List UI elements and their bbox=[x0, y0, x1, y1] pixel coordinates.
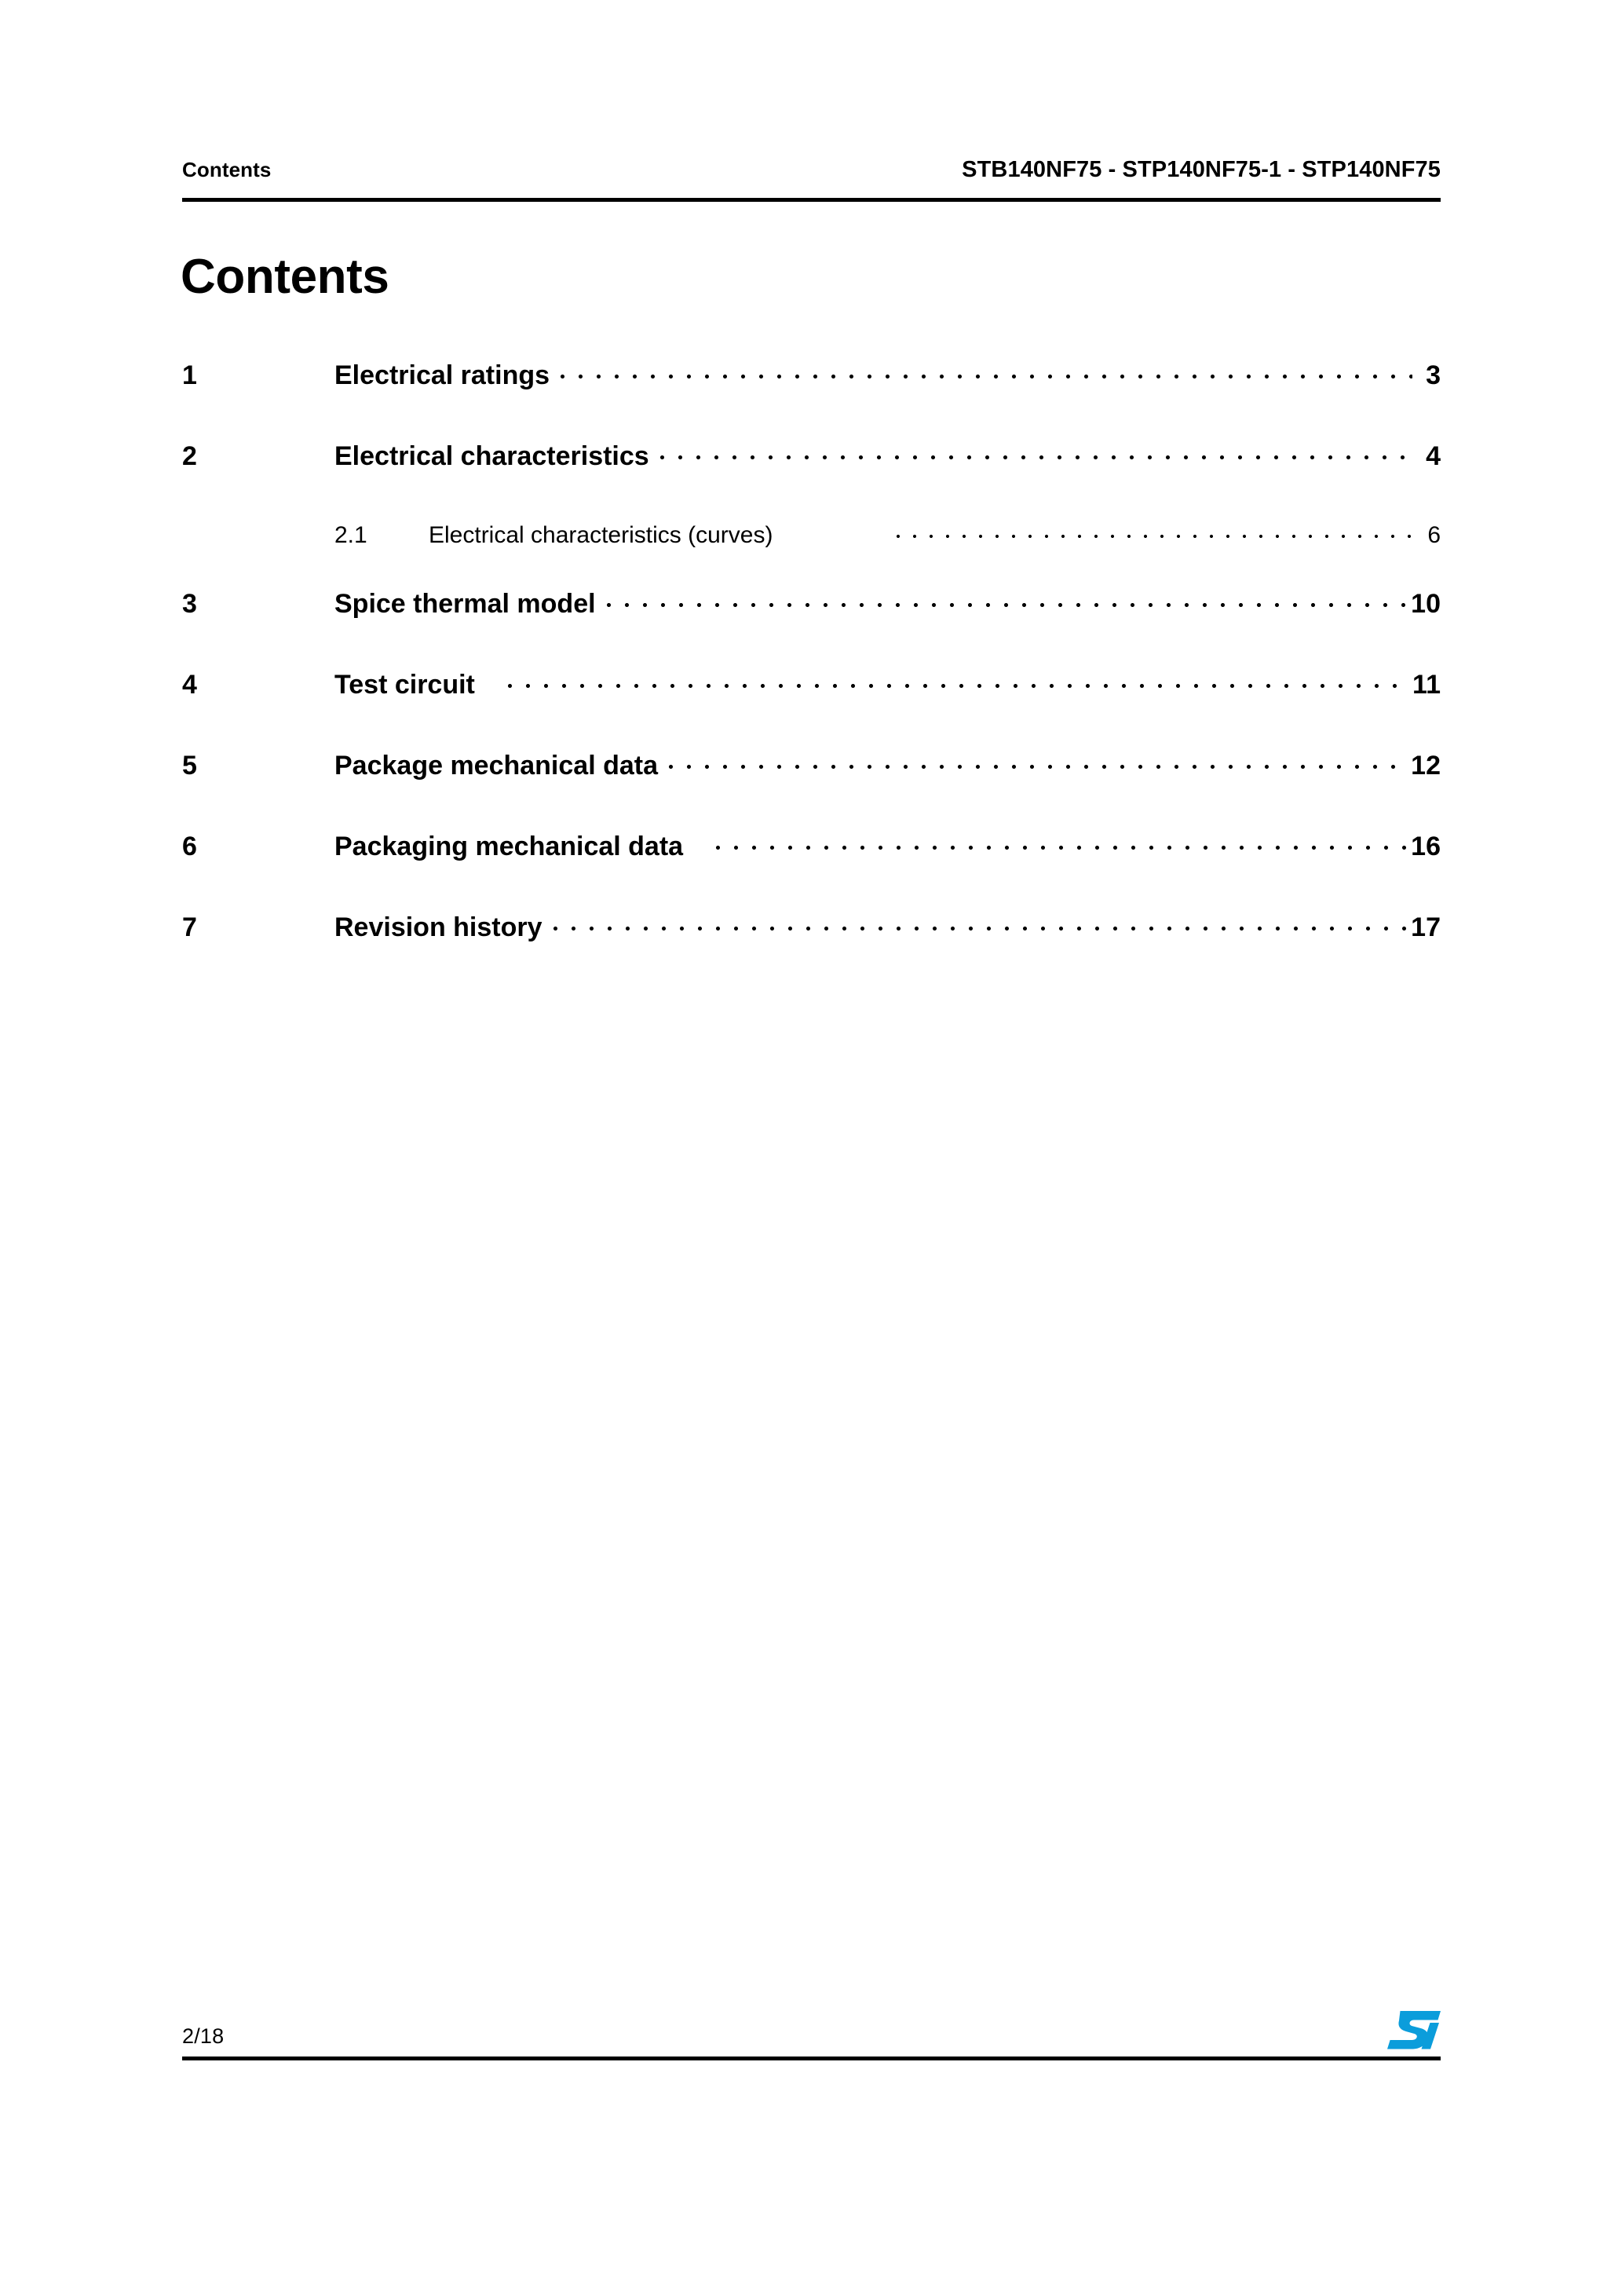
st-logo bbox=[1386, 2009, 1442, 2057]
toc-dot-leader bbox=[607, 586, 1407, 612]
toc-entry-title: Electrical characteristics (curves) bbox=[429, 522, 773, 548]
toc-entry-number: 7 bbox=[182, 912, 197, 942]
toc-entry[interactable] bbox=[182, 357, 1441, 438]
toc-entry[interactable] bbox=[182, 438, 1441, 519]
toc-entry[interactable] bbox=[182, 519, 1441, 586]
toc-entry-title: Test circuit bbox=[334, 670, 475, 700]
toc-entry-number: 4 bbox=[182, 670, 197, 700]
running-header-section-label: Contents bbox=[182, 158, 272, 181]
running-header bbox=[182, 157, 1441, 183]
toc-entry[interactable] bbox=[182, 828, 1441, 909]
toc-dot-leader bbox=[660, 438, 1412, 465]
footer-page-number: 2/18 bbox=[182, 2024, 225, 2048]
toc-entry-number: 5 bbox=[182, 751, 197, 781]
toc-entry-number: 3 bbox=[182, 589, 197, 619]
toc-entry-page-number: 11 bbox=[1412, 670, 1441, 700]
toc-entry-number: 2.1 bbox=[334, 522, 367, 548]
toc-entry-page-number: 17 bbox=[1411, 912, 1441, 942]
toc-entry-title: Spice thermal model bbox=[334, 589, 596, 619]
toc-dot-leader bbox=[897, 519, 1412, 543]
footer-divider bbox=[182, 2057, 1441, 2060]
toc-entry-page-number: 4 bbox=[1426, 441, 1441, 471]
toc-entry-number: 1 bbox=[182, 360, 197, 390]
page-title: Contents bbox=[181, 249, 389, 304]
toc-entry-page-number: 3 bbox=[1426, 360, 1441, 390]
toc-entry[interactable] bbox=[182, 909, 1441, 990]
toc-entry-number: 2 bbox=[182, 441, 197, 471]
table-of-contents bbox=[182, 357, 1441, 990]
toc-entry-title: Packaging mechanical data bbox=[334, 832, 684, 861]
toc-entry-title: Electrical characteristics bbox=[334, 441, 649, 471]
toc-dot-leader bbox=[561, 357, 1412, 384]
toc-entry-title: Package mechanical data bbox=[334, 751, 659, 781]
toc-entry-number: 6 bbox=[182, 832, 197, 861]
toc-entry[interactable] bbox=[182, 748, 1441, 828]
toc-dot-leader bbox=[669, 748, 1406, 774]
toc-dot-leader bbox=[508, 667, 1408, 693]
toc-entry-page-number: 6 bbox=[1427, 522, 1441, 548]
running-header-part-numbers: STB140NF75 - STP140NF75-1 - STP140NF75 bbox=[962, 157, 1441, 182]
toc-entry-title: Electrical ratings bbox=[334, 360, 550, 390]
toc-entry-page-number: 16 bbox=[1411, 832, 1441, 861]
header-divider bbox=[182, 198, 1441, 202]
toc-entry-page-number: 10 bbox=[1411, 589, 1441, 619]
toc-entry-title: Revision history bbox=[334, 912, 542, 942]
toc-entry-page-number: 12 bbox=[1411, 751, 1441, 781]
toc-dot-leader bbox=[716, 828, 1406, 855]
toc-entry[interactable] bbox=[182, 667, 1441, 748]
toc-entry[interactable] bbox=[182, 586, 1441, 667]
toc-dot-leader bbox=[553, 909, 1407, 936]
